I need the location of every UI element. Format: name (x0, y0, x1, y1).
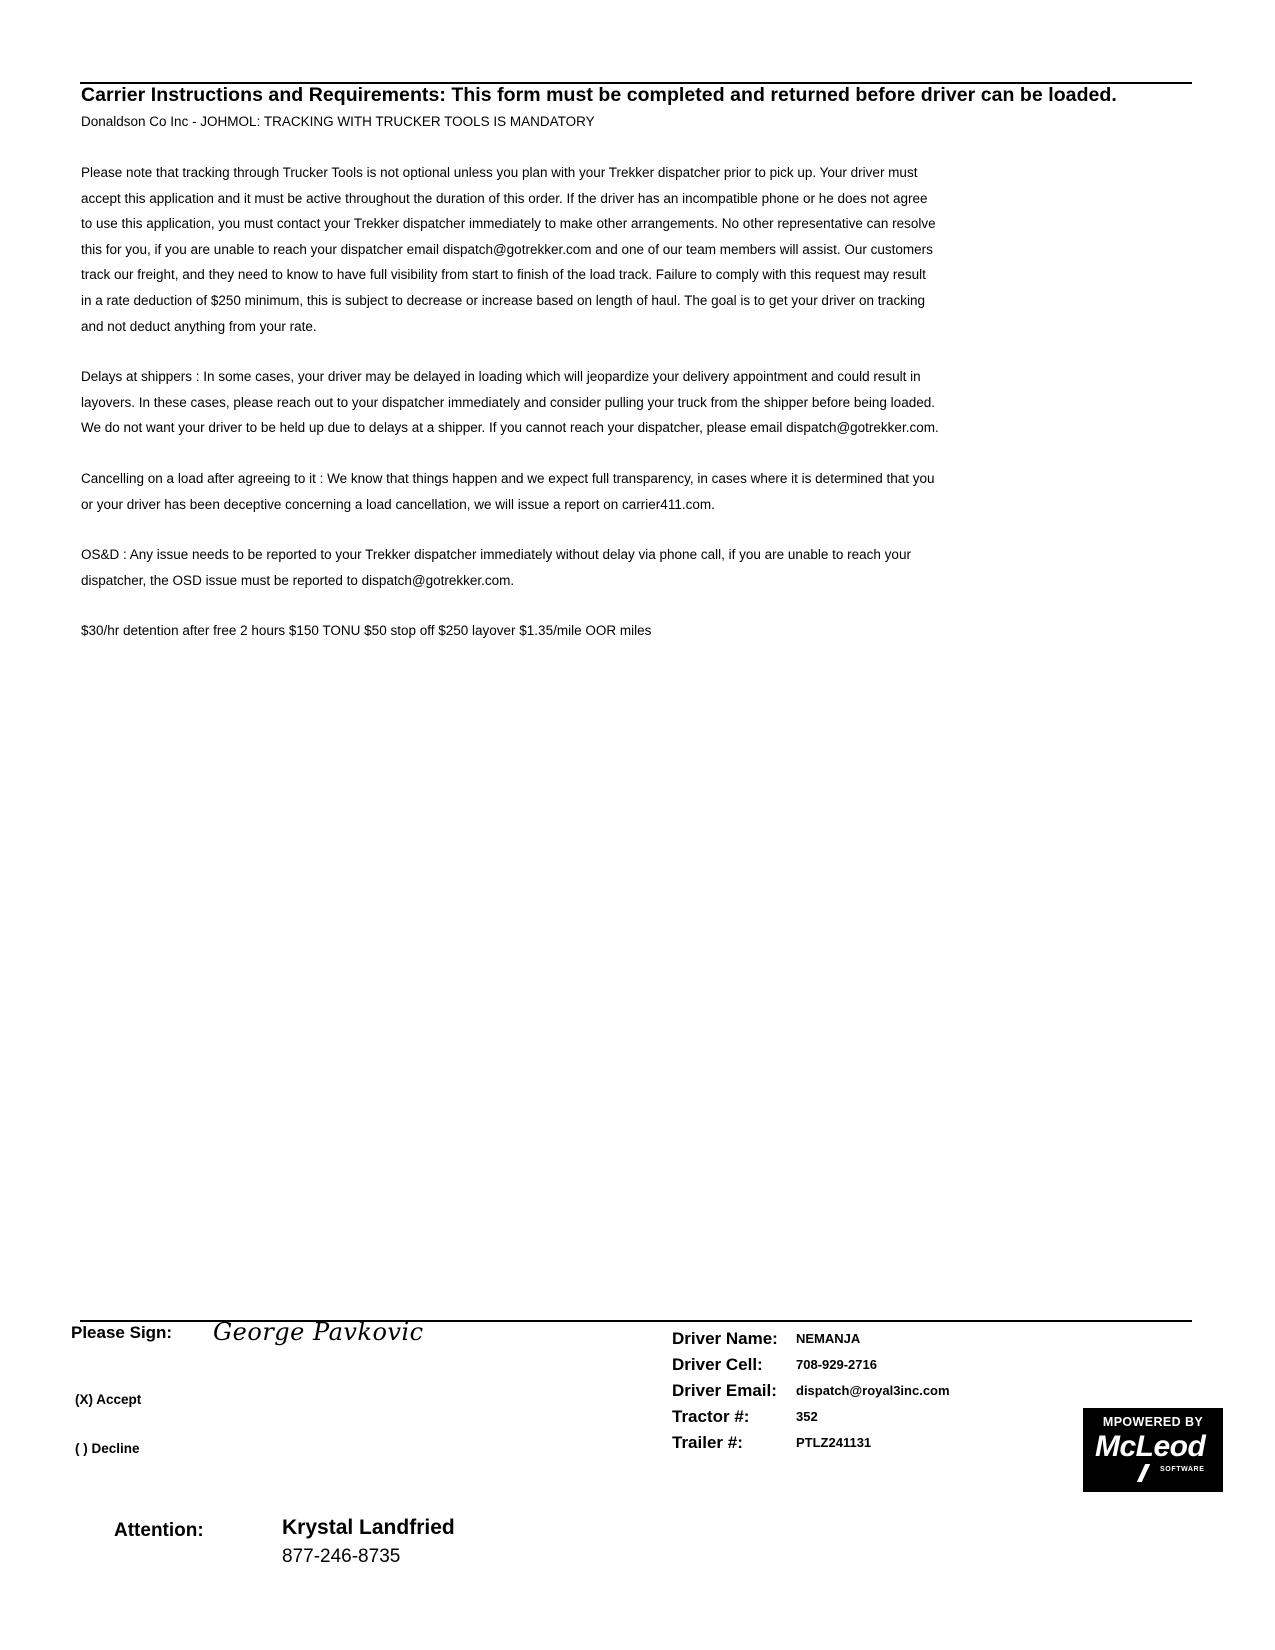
please-sign-label: Please Sign: (71, 1323, 173, 1342)
paragraph-tracking (81, 160, 1081, 339)
attention-label: Attention: (114, 1520, 204, 1541)
paragraph-line: accept this application and it must be active throughout the duration of this order. If the driver has an incompatible phone or he does not agree (81, 190, 928, 206)
paragraph-line: or your driver has been deceptive concerning a load cancellation, we will issue a report on carrier411.com. (81, 496, 715, 512)
paragraph-osd (81, 542, 1081, 593)
attention-phone: 877-246-8735 (282, 1546, 401, 1567)
driver-email-value: dispatch@royal3inc.com (796, 1383, 950, 1398)
signature: George Pavkovic (213, 1318, 424, 1346)
decline-option: ( ) Decline (75, 1441, 140, 1456)
paragraph-line: OS&D : Any issue needs to be reported to your Trekker dispatcher immediately without delay via phone call, if you are unable to reach your (81, 547, 911, 562)
logo-brand: McLeod (1095, 1430, 1206, 1463)
accept-option: (X) Accept (75, 1392, 142, 1407)
trailer-value: PTLZ241131 (796, 1435, 872, 1450)
paragraph-line: $30/hr detention after free 2 hours $150 TONU $50 stop off $250 layover $1.35/mile OOR miles (81, 623, 652, 638)
logo-tagline: MPOWERED BY (1102, 1415, 1204, 1429)
trailer-label: Trailer #: (672, 1433, 743, 1452)
paragraph-line: dispatcher, the OSD issue must be reported to dispatch@gotrekker.com. (81, 572, 515, 588)
tractor-value: 352 (796, 1409, 818, 1424)
paragraph-line: layovers. In these cases, please reach out to your dispatcher immediately and consider pulling your truck from the shipper before being loaded. (81, 394, 935, 410)
paragraph-line: Delays at shippers : In some cases, your driver may be delayed in loading which will jeopardize your delivery appointment and could result in (81, 369, 921, 384)
driver-name-value: NEMANJA (796, 1331, 861, 1346)
page-title: Carrier Instructions and Requirements: This form must be completed and returned before driver can be loaded. (81, 84, 1117, 106)
paragraph-delays (81, 364, 1081, 441)
paragraph-line: in a rate deduction of $250 minimum, this is subject to decrease or increase based on length of haul. The goal is to get your driver on tracking (81, 292, 925, 308)
driver-cell-value: 708-929-2716 (796, 1357, 877, 1372)
paragraph-line: to use this application, you must contact your Trekker dispatcher immediately to make other arrangements. No other representative can resolve (81, 216, 936, 232)
page-subtitle: Donaldson Co Inc - JOHMOL: TRACKING WITH TRUCKER TOOLS IS MANDATORY (81, 114, 595, 129)
logo-slash-icon (1137, 1464, 1150, 1482)
paragraph-line: this for you, if you are unable to reach your dispatcher email dispatch@gotrekker.com and one of our team members will assist. Our customers (81, 241, 933, 257)
driver-name-label: Driver Name: (672, 1329, 778, 1348)
paragraph-fees (81, 618, 1081, 644)
driver-cell-label: Driver Cell: (672, 1355, 763, 1374)
logo-subtitle: SOFTWARE (1160, 1466, 1205, 1473)
paragraph-line: track our freight, and they need to know to have full visibility from start to finish of the load track. Failure to comply with this request may result (81, 267, 926, 283)
paragraph-line: Please note that tracking through Trucker Tools is not optional unless you plan with your Trekker dispatcher prior to pick up. Your driver must (81, 165, 918, 180)
paragraph-line: Cancelling on a load after agreeing to it : We know that things happen and we expect full transparency, in cases where it is determined that you (81, 471, 935, 486)
attention-name: Krystal Landfried (282, 1516, 455, 1539)
tractor-label: Tractor #: (672, 1407, 750, 1426)
paragraph-line: and not deduct anything from your rate. (81, 318, 317, 334)
paragraph-cancelling (81, 466, 1081, 517)
mcleod-logo (1083, 1408, 1223, 1492)
driver-email-label: Driver Email: (672, 1381, 777, 1400)
paragraph-line: We do not want your driver to be held up due to delays at a shipper. If you cannot reach your dispatcher, please email dispatch@gotrekker.com. (81, 420, 939, 436)
